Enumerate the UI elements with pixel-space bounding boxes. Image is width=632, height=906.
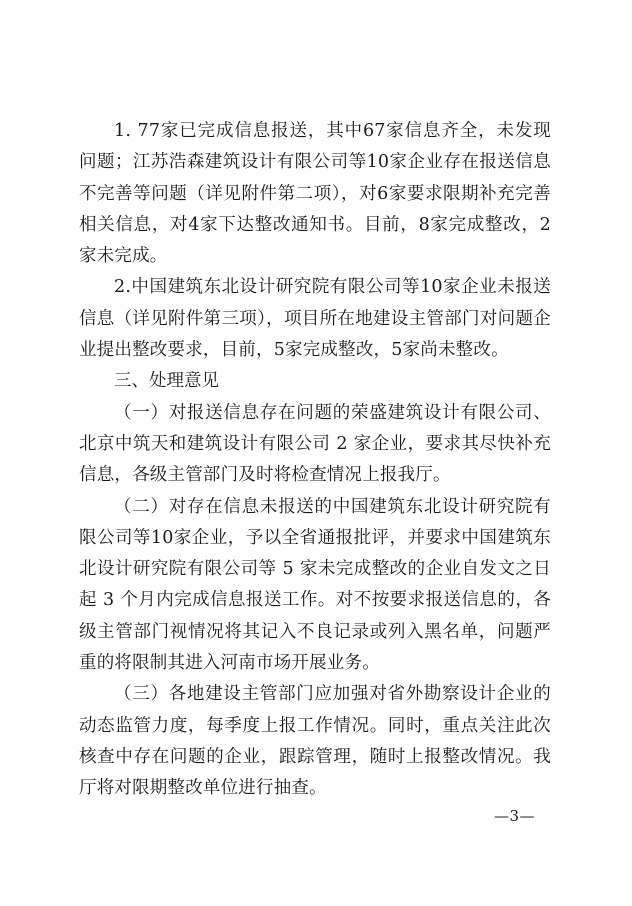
- page-number: —3—: [493, 807, 535, 825]
- paragraph-item-2: 2.中国建筑东北设计研究院有限公司等10家企业未报送信息（详见附件第三项），项目所在地建设主管部门对问题企业提出整改要求，目前，5家完成整改，5家尚未整改。: [79, 277, 551, 361]
- opinion-paragraph-2: （二）对存在信息未报送的中国建筑东北设计研究院有限公司等10家企业，予以全省通报批评，并要求中国建筑东北设计研究院有限公司等 5 家未完成整改的企业自发文之日起 3 个月内完成信息报送工作。对不按要求报送信息的，各级主管部门视情况将其记入不良记录或列入黑名单，问题严重的将限制其进入河南市场开展业务。: [79, 496, 551, 674]
- opinion-paragraph-3: （三）各地建设主管部门应加强对省外勘察设计企业的动态监管力度，每季度上报工作情况。同时，重点关注此次核查中存在问题的企业，跟踪管理，随时上报整改情况。我厅将对限期整改单位进行抽查。: [79, 684, 551, 799]
- paragraph-item-1: 1. 77家已完成信息报送，其中67家信息齐全，未发现问题；江苏浩森建筑设计有限公司等10家企业存在报送信息不完善等问题（详见附件第二项），对6家要求限期补充完善相关信息，对4家下达整改通知书。目前，8家完成整改，2家未完成。: [79, 121, 551, 267]
- section-heading: 三、处理意见: [114, 371, 219, 392]
- opinion-paragraph-1: （一）对报送信息存在问题的荣盛建筑设计有限公司、北京中筑天和建筑设计有限公司 2 家企业，要求其尽快补充信息，各级主管部门及时将检查情况上报我厅。: [79, 402, 551, 486]
- document-body: [79, 116, 551, 805]
